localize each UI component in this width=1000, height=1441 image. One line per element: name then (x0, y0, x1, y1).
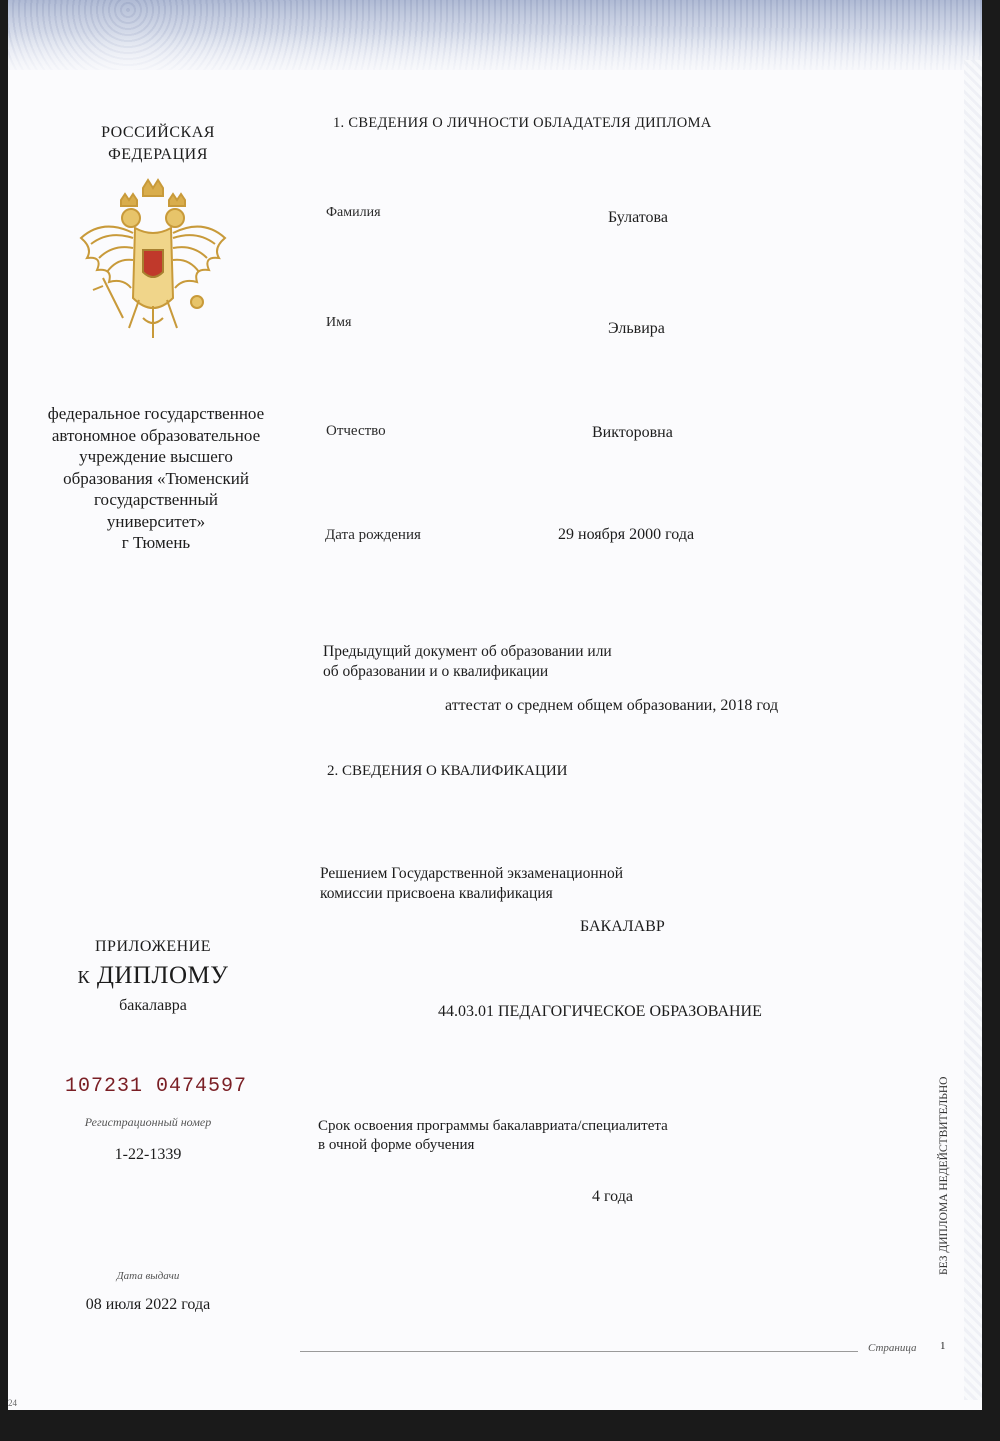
decision-label: комиссии присвоена квалификация (320, 885, 553, 902)
page-label: Страница (868, 1342, 917, 1354)
study-term-label: Срок освоения программы бакалавриата/специалитета (318, 1118, 668, 1134)
issue-date: 08 июля 2022 года (85, 1296, 211, 1313)
footer-rule (300, 1351, 858, 1352)
registration-label: Регистрационный номер (84, 1115, 212, 1129)
previous-doc-label: об образовании и о квалификации (323, 663, 549, 680)
registration-number: 1-22-1339 (114, 1146, 182, 1163)
validity-note: БЕЗ ДИПЛОМА НЕДЕЙСТВИТЕЛЬНО (938, 1076, 950, 1275)
corner-mark: 24 (8, 1398, 17, 1408)
surname-value: Булатова (608, 209, 668, 226)
issue-date-label: Дата выдачи (116, 1270, 180, 1282)
decision-label: Решением Государственной экзаменационной (320, 865, 624, 882)
qualification-value: БАКАЛАВР (580, 918, 665, 935)
surname-label: Фамилия (326, 205, 381, 220)
organization-name: федеральное государственное автономное образовательное учреждение высшего образования «Тюменский государственный университет» г Тюмень (47, 404, 265, 552)
specialty-value: 44.03.01 ПЕДАГОГИЧЕСКОЕ ОБРАЗОВАНИЕ (438, 1003, 762, 1020)
country-title: РОССИЙСКАЯ ФЕДЕРАЦИЯ (101, 124, 215, 163)
previous-doc-label: Предыдущий документ об образовании или (323, 643, 612, 660)
diploma-appendix-page (8, 0, 982, 1410)
birth-date-label: Дата рождения (325, 527, 421, 543)
patronymic-value: Викторовна (592, 424, 673, 441)
diploma-type: бакалавра (119, 997, 187, 1014)
study-term-value: 4 года (592, 1188, 633, 1205)
study-term-label: в очной форме обучения (318, 1137, 475, 1153)
section-2-heading: 2. СВЕДЕНИЯ О КВАЛИФИКАЦИИ (327, 763, 568, 779)
previous-doc-value: аттестат о среднем общем образовании, 2018 год (445, 697, 779, 714)
double-headed-eagle-icon (73, 178, 233, 346)
name-value: Эльвира (608, 320, 665, 337)
appendix-title: ПРИЛОЖЕНИЕ (94, 938, 211, 955)
security-edge (964, 60, 982, 1400)
birth-date-value: 29 ноября 2000 года (558, 526, 695, 543)
patronymic-label: Отчество (326, 423, 386, 439)
serial-number: 107231 0474597 (64, 1075, 248, 1098)
appendix-diploma-title: К ДИПЛОМУ (77, 962, 229, 989)
name-label: Имя (326, 315, 352, 330)
page-number: 1 (940, 1340, 946, 1352)
section-1-heading: 1. СВЕДЕНИЯ О ЛИЧНОСТИ ОБЛАДАТЕЛЯ ДИПЛОМА (333, 115, 712, 131)
